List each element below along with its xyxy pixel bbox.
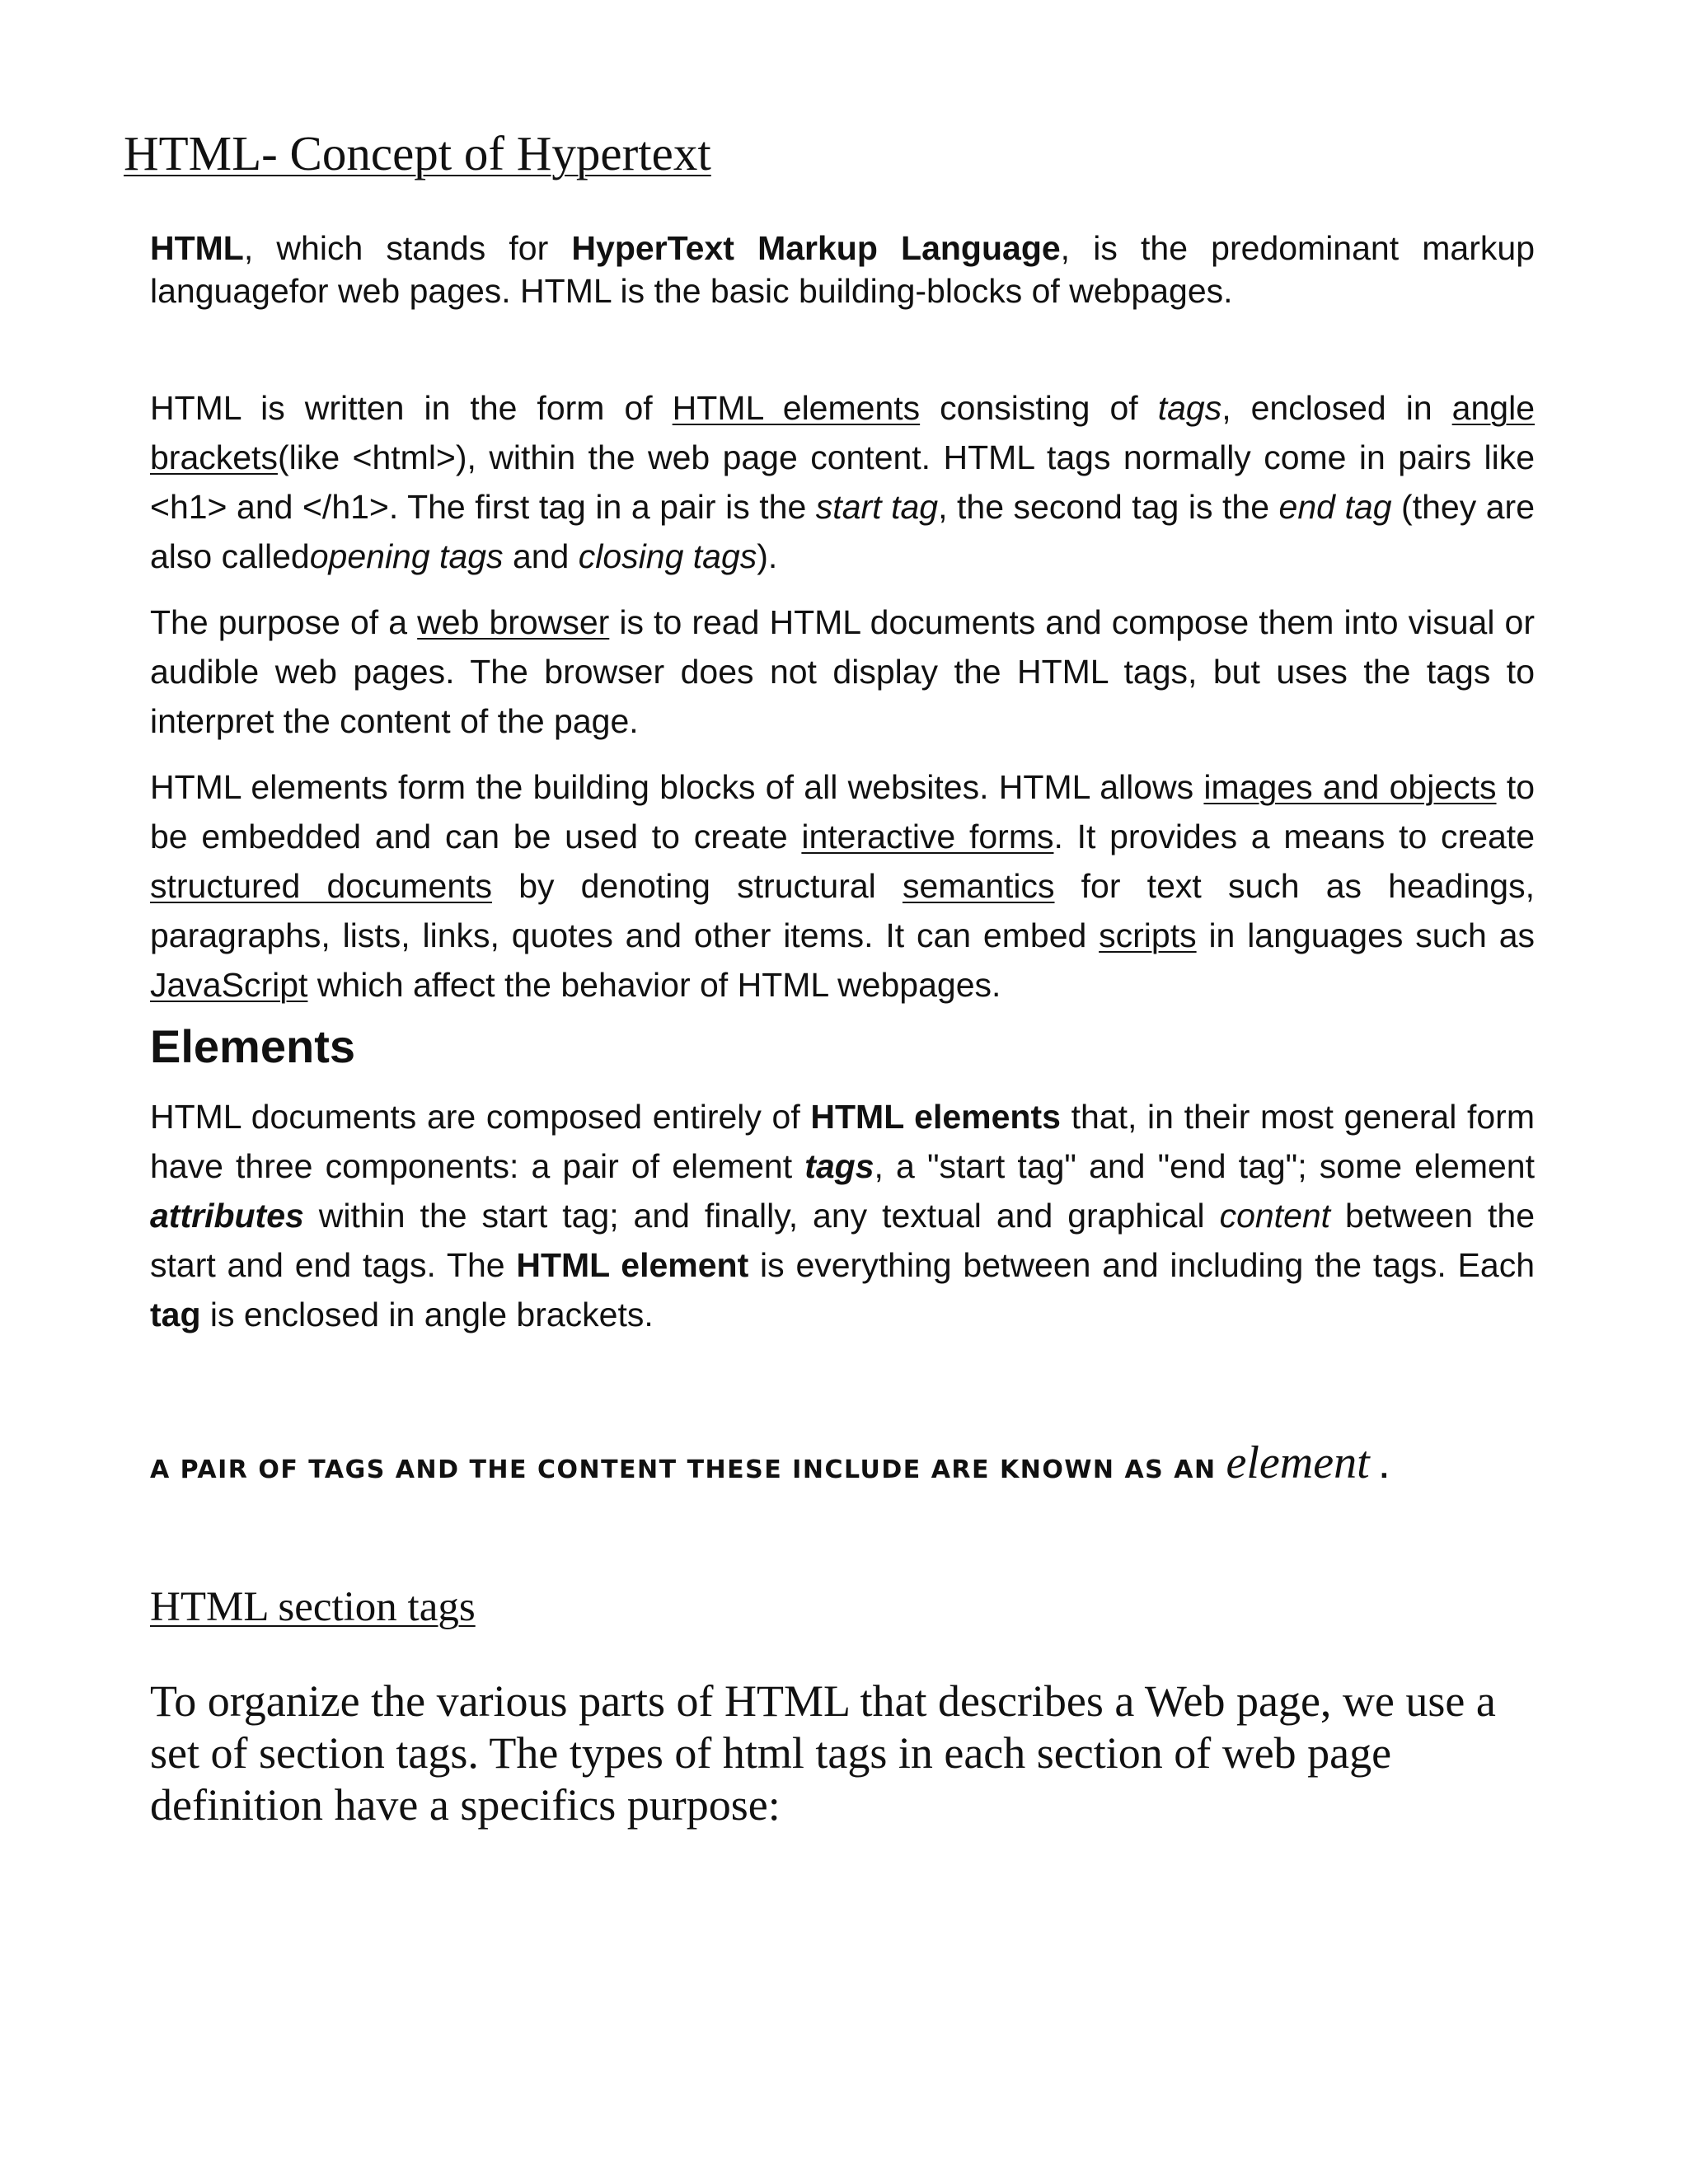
element-definition-line bbox=[150, 1434, 1390, 1499]
text-run: is everything between and including the tags. Each bbox=[748, 1246, 1536, 1284]
bold-term: HyperText Markup Language bbox=[571, 229, 1061, 267]
bold-italic-term: tags bbox=[804, 1147, 874, 1185]
elements-paragraph bbox=[150, 1092, 1535, 1339]
text-run: , which stands for bbox=[243, 229, 572, 267]
link-semantics[interactable]: semantics bbox=[902, 867, 1055, 905]
link-scripts[interactable]: scripts bbox=[1099, 916, 1197, 954]
text-run: within the start tag; and finally, any textual and graphical bbox=[303, 1197, 1220, 1235]
bold-term: HTML elements bbox=[810, 1098, 1061, 1136]
text-run: (they are also called bbox=[150, 488, 1535, 575]
bold-term: tag bbox=[150, 1296, 201, 1333]
link-structured-documents[interactable]: structured documents bbox=[150, 867, 493, 905]
text-run: is enclosed in angle brackets. bbox=[200, 1296, 654, 1333]
italic-term: end tag bbox=[1278, 488, 1392, 526]
element-word: element bbox=[1226, 1437, 1370, 1488]
italic-term: opening tags bbox=[309, 537, 504, 575]
text-run: . It provides a means to create bbox=[1053, 818, 1535, 855]
text-run: HTML documents are composed entirely of bbox=[150, 1098, 811, 1136]
text-run: by denoting structural bbox=[492, 867, 903, 905]
text-run: is to read HTML documents and compose them into visual or audible web pages. The browser does not display the HTML tags, but uses the tags to interpret the content of the page. bbox=[150, 603, 1536, 740]
text-run: , a "start tag" and "end tag"; some element bbox=[874, 1147, 1535, 1185]
text-run: to be embedded and can be used to create bbox=[150, 768, 1536, 855]
link-javascript[interactable]: JavaScript bbox=[150, 966, 308, 1004]
text-run: HTML elements form the building blocks of all websites. HTML allows bbox=[150, 768, 1204, 806]
text-run: for text such as headings, paragraphs, lists, links, quotes and other items. It can embed bbox=[150, 867, 1535, 954]
text-run: that, in their most general form have three components: a pair of element bbox=[150, 1098, 1535, 1185]
bold-term: HTML bbox=[150, 229, 244, 267]
page-title: HTML- Concept of Hypertext bbox=[124, 126, 711, 180]
tags-paragraph bbox=[150, 383, 1535, 581]
section-tags-heading: HTML section tags bbox=[150, 1584, 476, 1630]
small-caps-text: A PAIR OF TAGS AND THE CONTENT THESE INCLUDE ARE KNOWN AS AN bbox=[150, 1455, 1226, 1484]
text-run: (like <html>), within the web page content. HTML tags normally come in pairs like <h1> and </h1>. The first tag in a pair is the bbox=[150, 438, 1535, 526]
italic-term: tags bbox=[1157, 389, 1222, 427]
text-run: ). bbox=[757, 537, 778, 575]
period: . bbox=[1369, 1455, 1390, 1484]
italic-term: content bbox=[1219, 1197, 1331, 1235]
text-run: which affect the behavior of HTML webpages. bbox=[307, 966, 1001, 1004]
bold-term: HTML element bbox=[516, 1246, 749, 1284]
link-interactive-forms[interactable]: interactive forms bbox=[801, 818, 1054, 855]
text-run: HTML is written in the form of bbox=[150, 389, 673, 427]
text-run: The purpose of a bbox=[150, 603, 418, 641]
text-run: , is the predominant markup languagefor web pages. HTML is the basic building-blocks of webpages. bbox=[150, 229, 1535, 310]
link-html-elements[interactable]: HTML elements bbox=[672, 389, 921, 427]
building-blocks-paragraph bbox=[150, 762, 1535, 1010]
text-run: consisting of bbox=[920, 389, 1158, 427]
link-angle-brackets[interactable]: angle brackets bbox=[150, 389, 1535, 476]
italic-term: closing tags bbox=[578, 537, 757, 575]
link-web-browser[interactable]: web browser bbox=[417, 603, 610, 641]
text-run: , enclosed in bbox=[1221, 389, 1452, 427]
text-run: and bbox=[503, 537, 579, 575]
browser-paragraph bbox=[150, 598, 1535, 746]
elements-heading: Elements bbox=[150, 1020, 355, 1072]
text-run: , the second tag is the bbox=[938, 488, 1279, 526]
section-tags-paragraph: To organize the various parts of HTML that describes a Web page, we use a set of section tags. The types of html tags in each section of web page definition have a specifics purpose: bbox=[150, 1676, 1496, 1830]
italic-term: start tag bbox=[815, 488, 939, 526]
bold-italic-term: attributes bbox=[150, 1197, 304, 1235]
text-run: between the start and end tags. The bbox=[150, 1197, 1536, 1284]
intro-paragraph bbox=[150, 227, 1535, 312]
text-run: in languages such as bbox=[1196, 916, 1535, 954]
link-images-and-objects[interactable]: images and objects bbox=[1203, 768, 1497, 806]
